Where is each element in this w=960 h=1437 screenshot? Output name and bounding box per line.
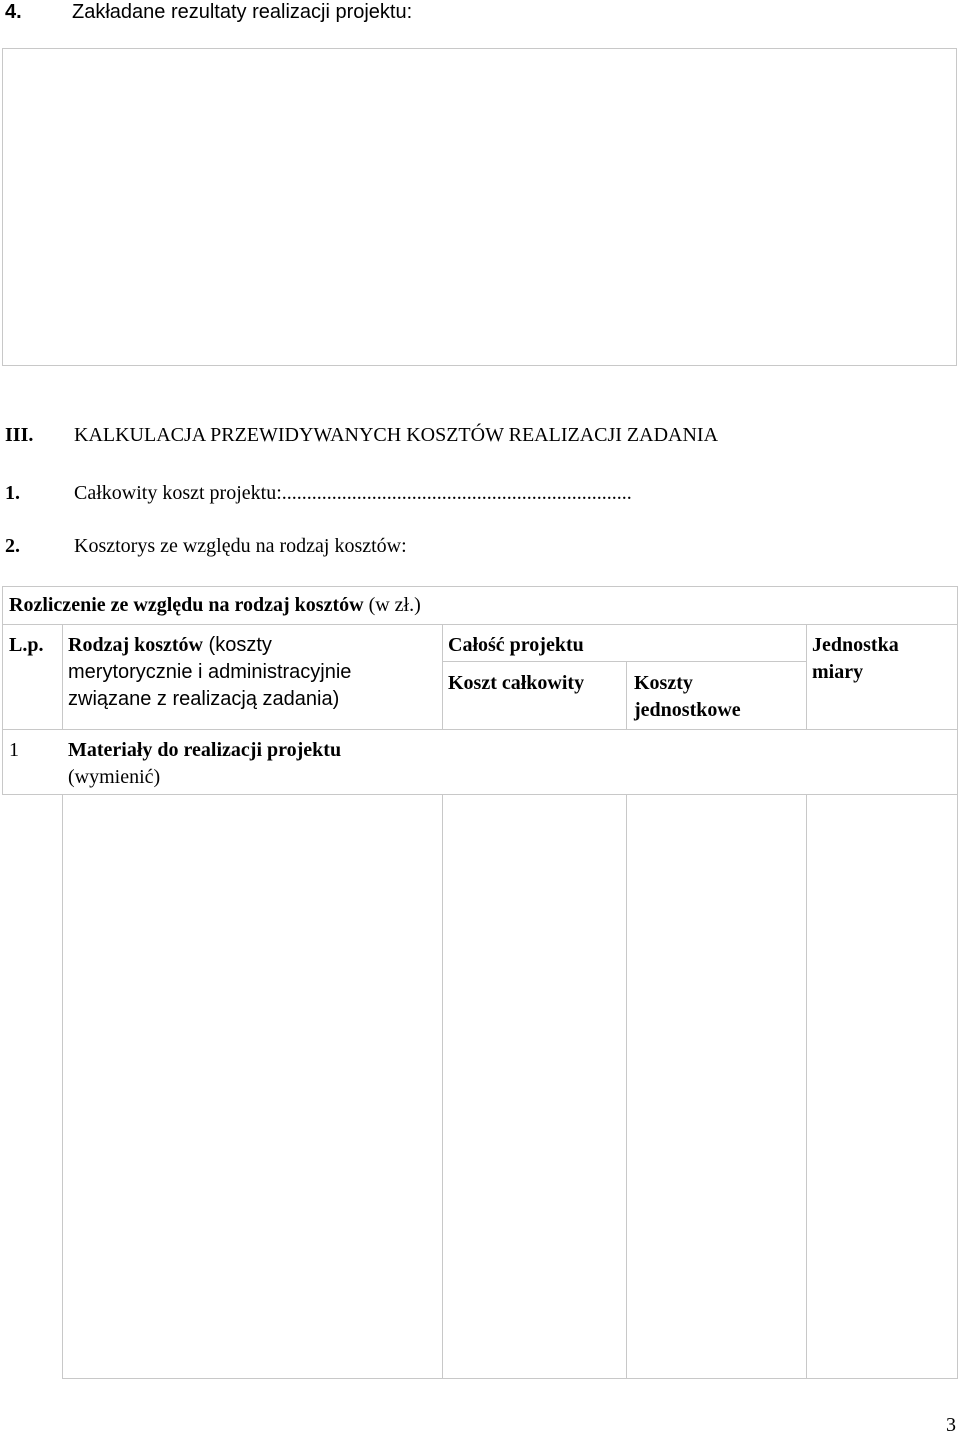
header-cost-type-rest3: związane z realizacją zadania) xyxy=(68,688,340,710)
header-unit-costs xyxy=(634,670,741,724)
header-unit-of-measure-line1: Jednostka xyxy=(812,634,899,656)
header-cost-type-rest1: (koszty xyxy=(203,634,272,656)
page-number: 3 xyxy=(946,1414,956,1436)
header-lp: L.p. xyxy=(9,634,44,656)
row-1-title-rest: (wymienić) xyxy=(68,766,161,788)
table-caption-bold: Rozliczenie ze względu na rodzaj kosztów xyxy=(9,594,364,616)
row-1-number: 1 xyxy=(9,739,19,761)
table-caption xyxy=(9,594,421,617)
header-cost-type xyxy=(68,632,440,713)
cell-cost-type-input[interactable] xyxy=(63,795,442,1378)
item-2-cost-estimate: Kosztorys ze względu na rodzaj kosztów: xyxy=(74,535,407,557)
header-unit-costs-line1: Koszty xyxy=(634,672,693,694)
row-1-title-bold: Materiały do realizacji projektu xyxy=(68,739,342,761)
results-textbox[interactable] xyxy=(2,48,957,366)
cell-unit-of-measure-input[interactable] xyxy=(807,795,957,1378)
header-total-cost: Koszt całkowity xyxy=(448,672,585,694)
header-unit-costs-line2: jednostkowe xyxy=(634,699,741,721)
header-unit-of-measure-line2: miary xyxy=(812,661,864,683)
item-1-total-cost: Całkowity koszt projektu:...................................................................... xyxy=(74,482,632,504)
item-2-number: 2. xyxy=(5,535,20,557)
section-iii-number: III. xyxy=(5,424,34,446)
section-iii-title: KALKULACJA PRZEWIDYWANYCH KOSZTÓW REALIZACJI ZADANIA xyxy=(74,424,719,446)
header-whole-project: Całość projektu xyxy=(448,634,584,656)
section-4-title: Zakładane rezultaty realizacji projektu: xyxy=(72,1,413,23)
header-cost-type-rest2: merytorycznie i administracyjnie xyxy=(68,661,352,683)
cell-total-cost-input[interactable] xyxy=(443,795,626,1378)
header-cost-type-bold: Rodzaj kosztów xyxy=(68,634,203,656)
header-unit-of-measure xyxy=(812,632,899,686)
section-4-number: 4. xyxy=(5,1,22,23)
cell-unit-costs-input[interactable] xyxy=(627,795,806,1378)
row-1-title xyxy=(68,737,341,791)
table-caption-unit: (w zł.) xyxy=(363,594,421,616)
item-1-number: 1. xyxy=(5,482,20,504)
